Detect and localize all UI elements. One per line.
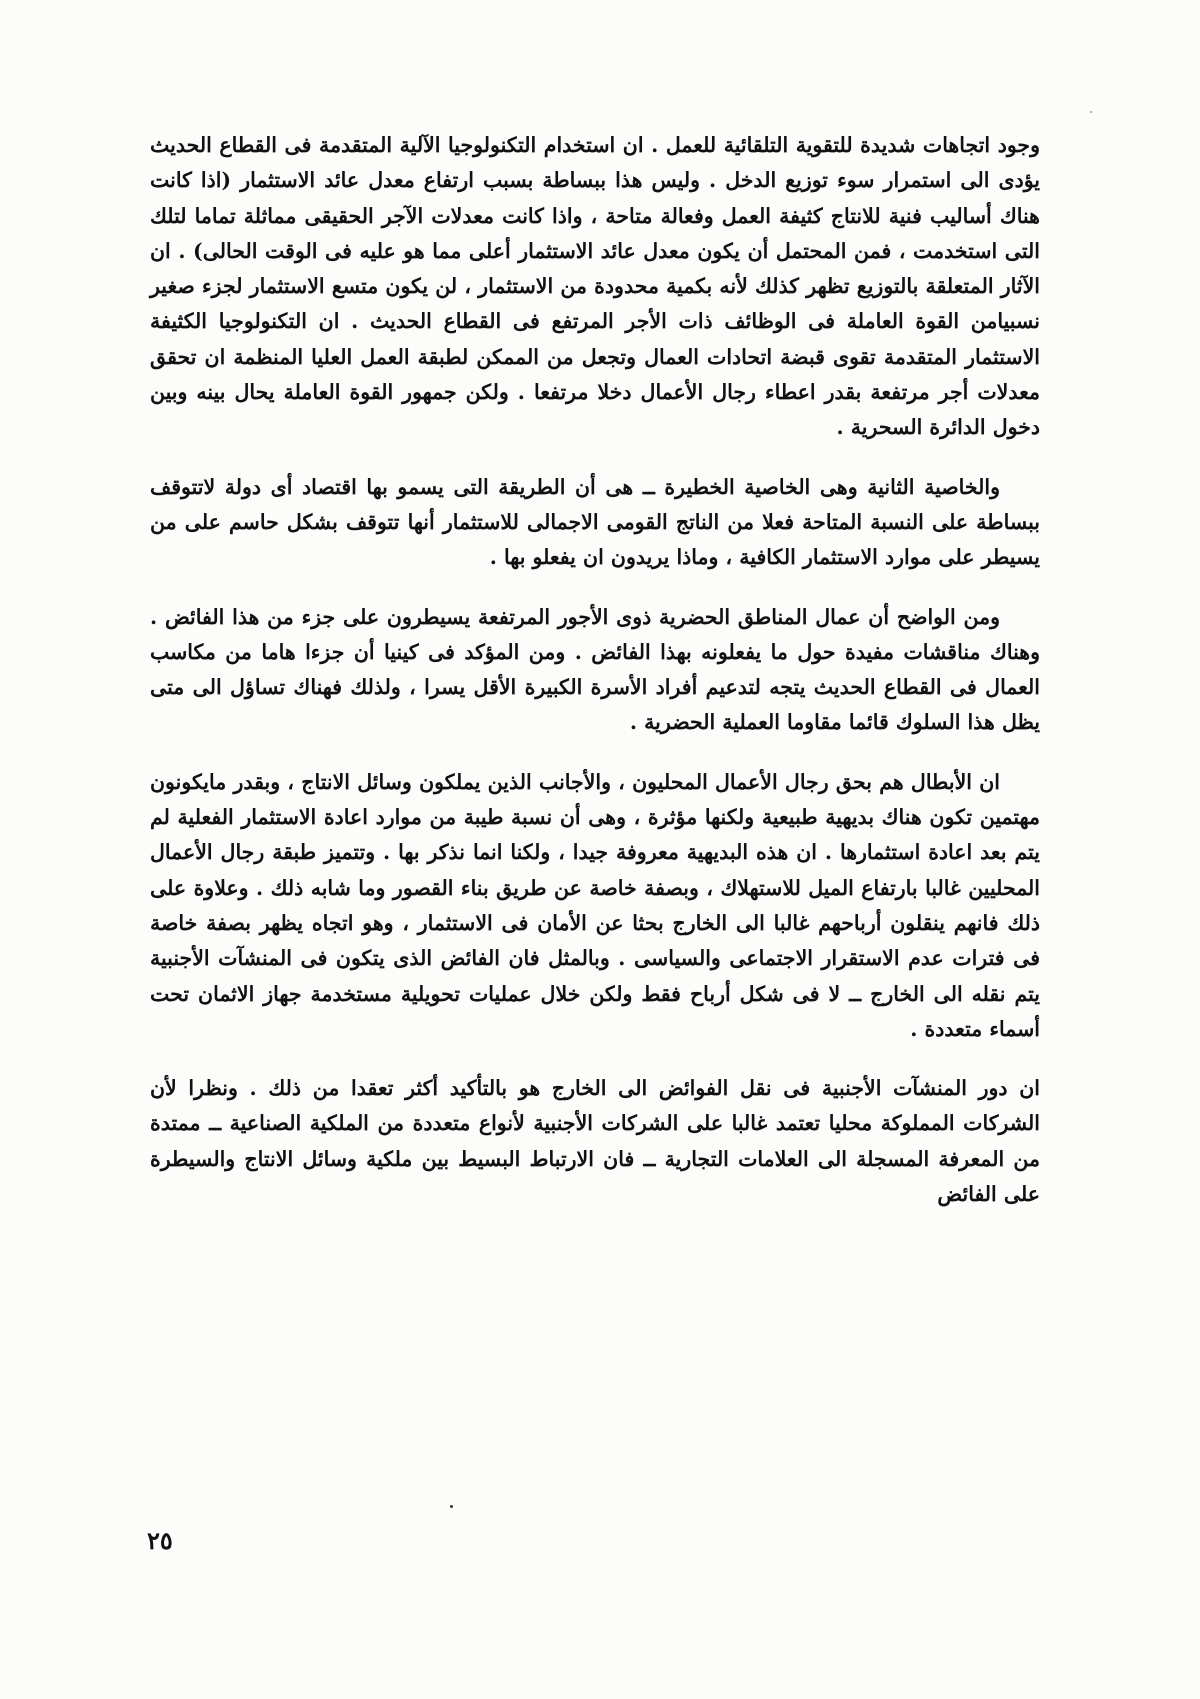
scan-speck bbox=[1090, 111, 1092, 113]
page-number: ٢٥ bbox=[147, 1526, 173, 1555]
scan-speck bbox=[450, 1505, 453, 1508]
paragraph-2: والخاصية الثانية وهى الخاصية الخطيرة ــ هى أن الطريقة التى يسمو بها اقتصاد أى دولة لاتتوقف ببساطة على النسبة المتاحة فعلا من الناتج القومى الاجمالى للاستثمار أنها تتوقف بشكل حاسم على من يسيطر على موارد الاستثمار الكافية ، وماذا يريدون ان يفعلو بها . bbox=[150, 474, 1040, 570]
paragraph-5: ان دور المنشآت الأجنبية فى نقل الفوائض الى الخارج هو بالتأكيد أكثر تعقدا من ذلك . ونظرا لأن الشركات المملوكة محليا تعتمد غالبا على الشركات الأجنبية لأنواع متعددة من الملكية الصناعية ــ ممتدة من المعرفة المسجلة الى العلامات التجارية ــ فان الارتباط البسيط بين ملكية وسائل الانتاج والسيطرة على الفائض bbox=[150, 1076, 1040, 1207]
paragraph-3: ومن الواضح أن عمال المناطق الحضرية ذوى الأجور المرتفعة يسيطرون على جزء من هذا الفائض . وهناك مناقشات مفيدة حول ما يفعلونه بهذا الفائض . ومن المؤكد فى كينيا أن جزءا هاما من مكاسب العمال فى القطاع الحديث يتجه لتدعيم أفراد الأسرة الكبيرة الأقل يسرا ، ولذلك فهناك تساؤل الى متى يظل هذا السلوك قائما مقاوما العملية الحضرية . bbox=[150, 604, 1040, 735]
paragraph-4: ان الأبطال هم بحق رجال الأعمال المحليون ، والأجانب الذين يملكون وسائل الانتاج ، وبقدر مايكونون مهتمين تكون هناك بديهية طبيعية ولكنها مؤثرة ، وهى أن نسبة طيبة من موارد اعادة الاستثمار الفعلية لم يتم بعد اعادة استثمارها . ان هذه البديهية معروفة جيدا ، ولكنا انما نذكر بها . وتتميز طبقة رجال الأعمال المحليين غالبا بارتفاع الميل للاستهلاك ، وبصفة خاصة عن طريق بناء القصور وما شابه ذلك . وعلاوة على ذلك فانهم ينقلون أرباحهم غالبا الى الخارج بحثا عن الأمان فى الاستثمار ، وهو اتجاه يظهر بصفة خاصة فى فترات عدم الاستقرار الاجتماعى والسياسى . وبالمثل فان الفائض الذى يتكون فى المنشآت الأجنبية يتم نقله الى الخارج ــ لا فى شكل أرباح فقط ولكن خلال عمليات تحويلية مستخدمة جهاز الاثمان تحت أسماء متعددة . bbox=[150, 769, 1040, 1041]
paragraph-1: وجود اتجاهات شديدة للتقوية التلقائية للعمل . ان استخدام التكنولوجيا الآلية المتقدمة فى القطاع الحديث يؤدى الى استمرار سوء توزيع الدخل . وليس هذا ببساطة بسبب ارتفاع معدل عائد الاستثمار (اذا كانت هناك أساليب فنية للانتاج كثيفة العمل وفعالة متاحة ، واذا كانت معدلات الآجر الحقيقى مماثلة تماما لتلك التى استخدمت ، فمن المحتمل أن يكون معدل عائد الاستثمار أعلى مما هو عليه فى الوقت الحالى) . ان الآثار المتعلقة بالتوزيع تظهر كذلك لأنه بكمية محدودة من الاستثمار ، لن يكون متسع الاستثمار لجزء صغير نسبيامن القوة العاملة فى الوظائف ذات الأجر المرتفع فى القطاع الحديث . ان التكنولوجيا الكثيفة الاستثمار المتقدمة تقوى قبضة اتحادات العمال وتجعل من الممكن لطبقة العمل العليا المنظمة ان تحقق معدلات أجر مرتفعة بقدر اعطاء رجال الأعمال دخلا مرتفعا . ولكن جمهور القوة العاملة يحال بينه وبين دخول الدائرة السحرية . bbox=[150, 133, 1040, 440]
body-text bbox=[150, 128, 1040, 1212]
